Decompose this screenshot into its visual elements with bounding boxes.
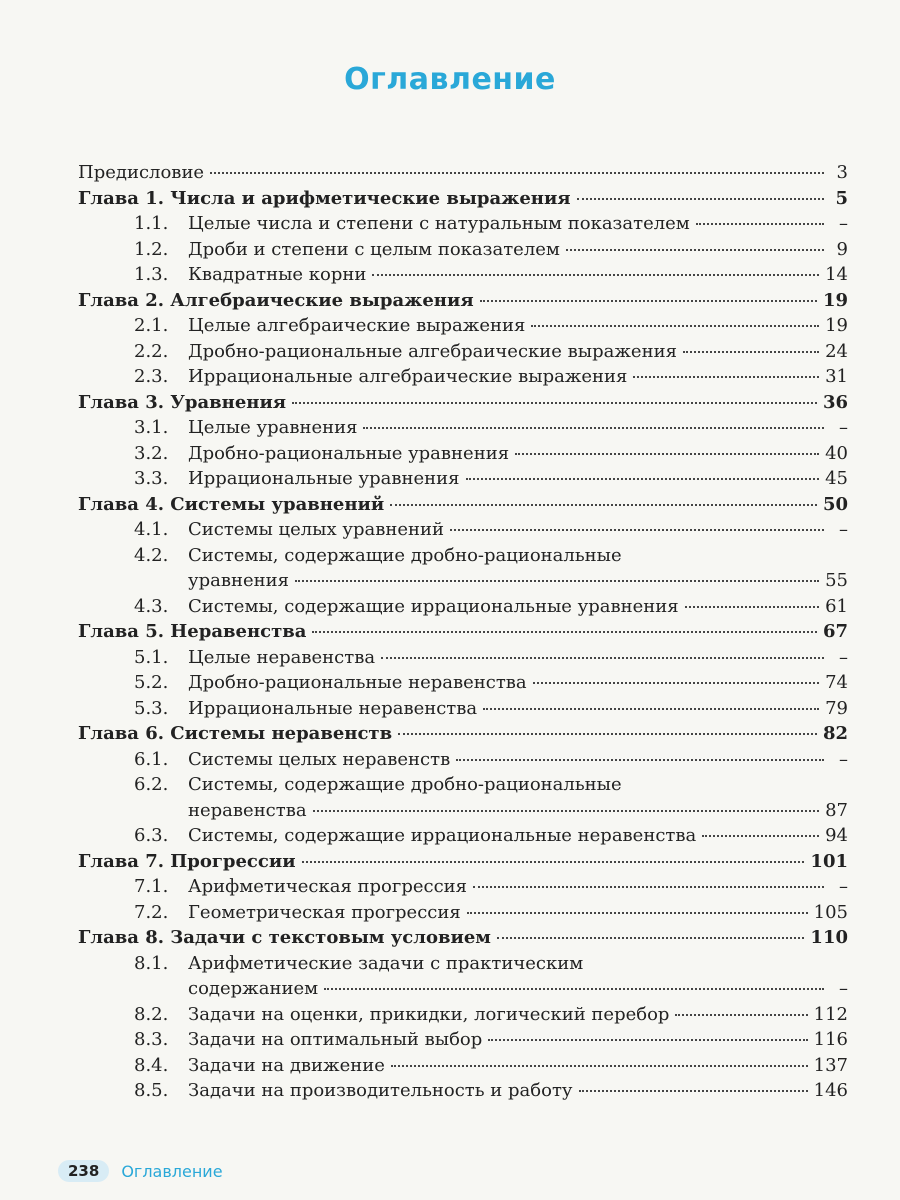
- page-number: 146: [813, 1080, 848, 1101]
- toc-entry[interactable]: [78, 570, 848, 596]
- leader-dots: [577, 198, 824, 200]
- section-title: Системы целых уравнений: [188, 519, 444, 540]
- section-number: 2.2.: [134, 340, 169, 362]
- section-number: 7.1.: [134, 876, 169, 897]
- toc-entry-title: [134, 698, 477, 719]
- leader-dots: [515, 453, 819, 455]
- section-title: Целые уравнения: [188, 417, 358, 438]
- toc-entry[interactable]: [78, 1080, 848, 1106]
- toc-entry[interactable]: [78, 1029, 848, 1055]
- toc-entry[interactable]: [78, 443, 848, 469]
- leader-dots: [456, 759, 824, 761]
- section-number: 5.3.: [134, 697, 169, 719]
- chapter-title: Глава 6. Системы неравенств: [78, 723, 393, 744]
- page-number-badge: 238: [58, 1160, 109, 1182]
- toc-entry-title: [134, 366, 627, 387]
- section-number: 8.5.: [134, 1080, 169, 1101]
- chapter-title: Глава 8. Задачи с текстовым условием: [78, 927, 491, 948]
- section-title: Задачи на движение: [188, 1054, 385, 1076]
- page-number: –: [839, 213, 848, 234]
- leader-dots: [313, 810, 820, 812]
- section-number: 6.3.: [134, 825, 169, 846]
- section-number: 1.1.: [134, 213, 169, 234]
- section-number: 2.1.: [134, 315, 169, 336]
- leader-dots: [473, 886, 824, 888]
- leader-dots: [683, 351, 819, 353]
- chapter-title: Глава 5. Неравенства: [78, 621, 307, 642]
- toc-entry[interactable]: [78, 1055, 848, 1081]
- page-number: 137: [813, 1054, 848, 1076]
- table-of-contents: [78, 162, 848, 1106]
- chapter-title: Глава 3. Уравнения: [78, 391, 287, 413]
- section-number: 3.2.: [134, 442, 169, 464]
- section-number: 8.2.: [134, 1003, 169, 1025]
- toc-entry-title: [134, 519, 444, 540]
- section-number: 4.3.: [134, 595, 169, 617]
- page-number: 67: [822, 621, 848, 642]
- toc-entry[interactable]: [78, 468, 848, 494]
- toc-entry-title: [134, 774, 622, 795]
- leader-dots: [566, 249, 824, 251]
- section-title: Иррациональные неравенства: [188, 697, 478, 719]
- toc-entry[interactable]: [78, 698, 848, 724]
- leader-dots: [391, 1065, 808, 1067]
- toc-entry-title: [134, 596, 679, 617]
- toc-chapter[interactable]: [78, 723, 848, 749]
- page-number: 110: [810, 927, 848, 948]
- page-title: Оглавление: [344, 62, 556, 97]
- leader-dots: [312, 631, 817, 633]
- toc-chapter[interactable]: [78, 621, 848, 647]
- toc-entry-title: [134, 417, 357, 438]
- section-title: Целые алгебраические выражения: [188, 315, 526, 336]
- section-number: 3.1.: [134, 417, 169, 438]
- leader-dots: [483, 708, 819, 710]
- page-number: –: [839, 748, 848, 770]
- toc-entry-title: [134, 953, 583, 974]
- toc-entry-title: [134, 876, 467, 897]
- leader-dots: [685, 606, 819, 608]
- toc-entry[interactable]: [78, 264, 848, 290]
- section-number: 4.2.: [134, 544, 169, 566]
- toc-entry-title: [134, 1080, 573, 1101]
- section-title: Арифметические задачи с практическим: [188, 952, 584, 974]
- toc-entry-title: [134, 239, 560, 260]
- chapter-title: Глава 1. Числа и арифметические выражения: [78, 187, 571, 209]
- section-title: Задачи на оптимальный выбор: [188, 1029, 483, 1050]
- section-title: Дробно-рациональные алгебраические выражения: [188, 340, 677, 362]
- toc-entry-title: [134, 1004, 669, 1025]
- section-number: 2.3.: [134, 366, 169, 387]
- toc-chapter[interactable]: [78, 392, 848, 418]
- leader-dots: [702, 835, 819, 837]
- page-number: 55: [825, 570, 848, 591]
- leader-dots: [497, 937, 805, 939]
- section-number: 3.3.: [134, 468, 169, 489]
- section-number: 5.2.: [134, 672, 169, 693]
- toc-entry-title: [134, 672, 527, 693]
- toc-entry-title: [134, 341, 677, 362]
- section-title-continued: содержанием: [188, 978, 319, 999]
- toc-entry-title: [134, 213, 690, 234]
- section-number: 6.1.: [134, 748, 169, 770]
- toc-entry-line: [78, 545, 848, 571]
- page-number: 116: [813, 1029, 848, 1050]
- leader-dots: [398, 733, 817, 735]
- toc-entry-title: [134, 825, 696, 846]
- toc-chapter[interactable]: [78, 927, 848, 953]
- toc-entry[interactable]: [78, 366, 848, 392]
- page-number: –: [839, 876, 848, 897]
- toc-entry[interactable]: [78, 672, 848, 698]
- section-title: Дроби и степени с целым показателем: [188, 238, 560, 260]
- section-title: Целые неравенства: [188, 646, 376, 668]
- section-title: Задачи на оценки, прикидки, логический перебор: [188, 1003, 670, 1025]
- toc-entry[interactable]: [78, 800, 848, 826]
- page-number: 31: [825, 366, 848, 387]
- page-footer: [58, 1160, 223, 1182]
- section-number: 1.2.: [134, 238, 169, 260]
- chapter-title: Глава 2. Алгебраические выражения: [78, 289, 474, 311]
- page-number: 36: [822, 391, 848, 413]
- leader-dots: [579, 1090, 808, 1092]
- page-number: 82: [822, 723, 848, 744]
- toc-entry[interactable]: [78, 902, 848, 928]
- page-number: 79: [825, 697, 848, 719]
- page-number: –: [839, 978, 848, 999]
- toc-preface[interactable]: [78, 162, 848, 188]
- toc-entry[interactable]: [78, 341, 848, 367]
- toc-entry-title: [134, 315, 525, 336]
- leader-dots: [633, 376, 819, 378]
- page-number: –: [839, 519, 848, 540]
- page-number: 94: [825, 825, 848, 846]
- section-title: Дробно-рациональные уравнения: [188, 442, 510, 464]
- section-title: Арифметическая прогрессия: [188, 876, 468, 897]
- toc-entry-title: [134, 443, 509, 464]
- leader-dots: [363, 427, 824, 429]
- leader-dots: [675, 1014, 807, 1016]
- section-number: 8.4.: [134, 1054, 169, 1076]
- page-number: 3: [836, 162, 848, 183]
- leader-dots: [295, 580, 819, 582]
- leader-dots: [390, 504, 817, 506]
- preface-title: Предисловие: [78, 162, 205, 183]
- section-title: Системы, содержащие иррациональные уравнения: [188, 595, 679, 617]
- toc-entry-title: [134, 1029, 482, 1050]
- page-number: 24: [825, 340, 848, 362]
- toc-chapter[interactable]: [78, 494, 848, 520]
- section-title-continued: неравенства: [188, 799, 307, 821]
- toc-entry[interactable]: [78, 519, 848, 545]
- leader-dots: [292, 402, 817, 404]
- toc-entry[interactable]: [78, 978, 848, 1004]
- section-title: Задачи на производительность и работу: [188, 1080, 573, 1101]
- toc-chapter[interactable]: [78, 851, 848, 877]
- toc-entry-title: [134, 902, 461, 923]
- section-title: Целые числа и степени с натуральным показателем: [188, 213, 690, 234]
- toc-entry[interactable]: [78, 213, 848, 239]
- page-number: 112: [813, 1003, 848, 1025]
- page-number: 40: [825, 442, 848, 464]
- section-title-continued: уравнения: [188, 570, 289, 591]
- section-title: Иррациональные алгебраические выражения: [188, 366, 628, 387]
- section-title: Геометрическая прогрессия: [188, 901, 461, 923]
- chapter-title: Глава 4. Системы уравнений: [78, 493, 385, 515]
- leader-dots: [533, 682, 819, 684]
- section-number: 4.1.: [134, 519, 169, 540]
- toc-entry-title: [134, 647, 375, 668]
- page-number: 87: [825, 799, 848, 821]
- page-number: 101: [810, 850, 848, 872]
- section-title: Иррациональные уравнения: [188, 468, 460, 489]
- section-number: 5.1.: [134, 646, 169, 668]
- toc-entry[interactable]: [78, 876, 848, 902]
- chapter-title: Глава 7. Прогрессии: [78, 850, 296, 872]
- leader-dots: [488, 1039, 807, 1041]
- page-number: 50: [822, 493, 848, 515]
- section-number: 8.1.: [134, 952, 169, 974]
- leader-dots: [466, 478, 820, 480]
- page-number: 45: [825, 468, 848, 489]
- toc-entry-title: [134, 1055, 385, 1076]
- section-title: Системы, содержащие иррациональные неравенства: [188, 825, 697, 846]
- toc-entry[interactable]: [78, 417, 848, 443]
- toc-chapter[interactable]: [78, 188, 848, 214]
- page-number: 61: [825, 595, 848, 617]
- leader-dots: [381, 657, 824, 659]
- toc-entry-line: [78, 774, 848, 800]
- leader-dots: [467, 912, 808, 914]
- toc-entry[interactable]: [78, 647, 848, 673]
- toc-entry[interactable]: [78, 315, 848, 341]
- toc-entry-title: [134, 749, 450, 770]
- toc-entry[interactable]: [78, 825, 848, 851]
- section-title: Дробно-рациональные неравенства: [188, 672, 527, 693]
- page-number: 19: [822, 289, 848, 311]
- page-number: 105: [813, 901, 848, 923]
- leader-dots: [210, 172, 824, 174]
- running-footer-label: Оглавление: [121, 1161, 223, 1181]
- leader-dots: [531, 325, 819, 327]
- section-number: 8.3.: [134, 1029, 169, 1050]
- page-number: 5: [835, 187, 848, 209]
- toc-chapter[interactable]: [78, 290, 848, 316]
- section-title: Системы, содержащие дробно-рациональные: [188, 544, 622, 566]
- toc-entry[interactable]: [78, 239, 848, 265]
- section-title: Системы, содержащие дробно-рациональные: [188, 774, 622, 795]
- toc-entry-title: [134, 468, 460, 489]
- toc-entry[interactable]: [78, 749, 848, 775]
- section-title: Системы целых неравенств: [188, 748, 451, 770]
- toc-entry[interactable]: [78, 596, 848, 622]
- toc-entry-title: [134, 545, 622, 566]
- toc-entry-title: [134, 264, 366, 285]
- page-number: 19: [825, 315, 848, 336]
- toc-entry-line: [78, 953, 848, 979]
- leader-dots: [450, 529, 824, 531]
- leader-dots: [302, 861, 805, 863]
- page-number: –: [839, 646, 848, 668]
- leader-dots: [372, 274, 819, 276]
- toc-entry[interactable]: [78, 1004, 848, 1030]
- leader-dots: [324, 988, 824, 990]
- section-number: 7.2.: [134, 901, 169, 923]
- leader-dots: [480, 300, 817, 302]
- section-number: 6.2.: [134, 774, 169, 795]
- section-title: Квадратные корни: [188, 264, 367, 285]
- leader-dots: [696, 223, 824, 225]
- page-number: –: [839, 417, 848, 438]
- page-number: 74: [825, 672, 848, 693]
- page-number: 14: [825, 264, 848, 285]
- section-number: 1.3.: [134, 264, 169, 285]
- page-number: 9: [836, 238, 848, 260]
